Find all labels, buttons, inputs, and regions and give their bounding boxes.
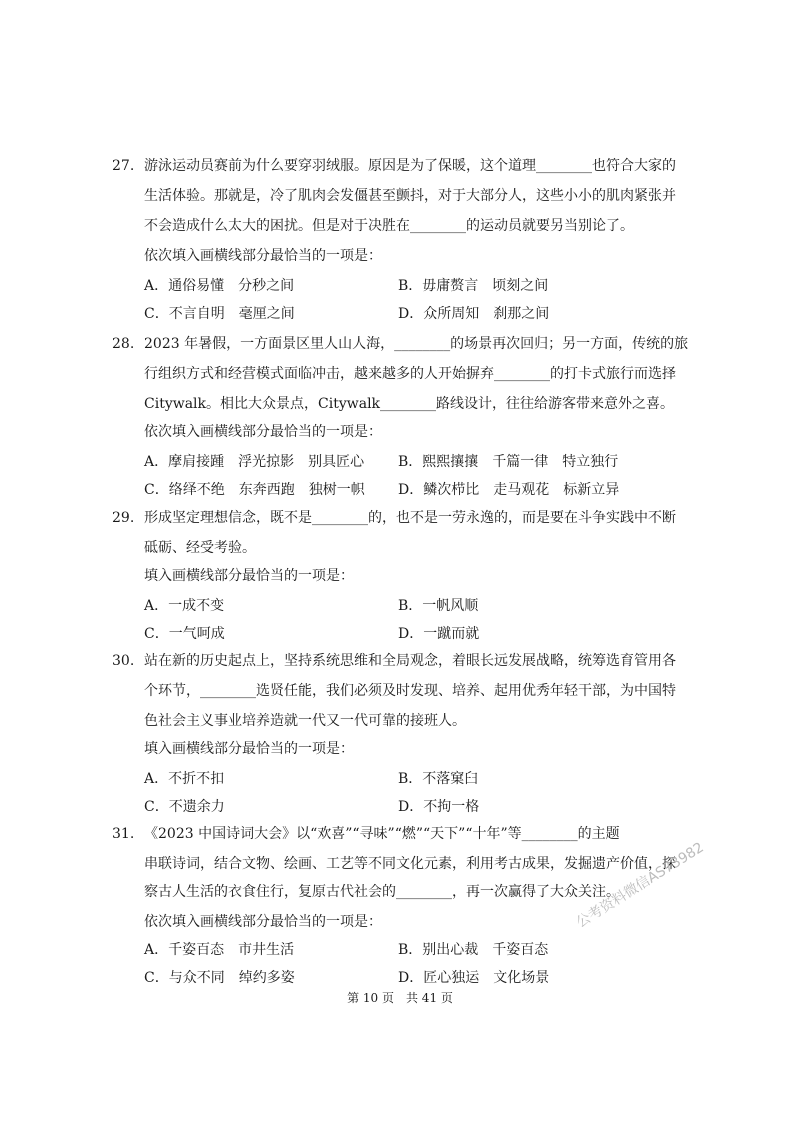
option-d: D．不拘一格: [398, 799, 480, 815]
option-a: A．通俗易懂 分秒之间: [144, 278, 295, 294]
question-prompt: 依次填入画横线部分最恰当的一项是：: [144, 248, 382, 264]
option-b: B．熙熙攘攘 千篇一律 特立独行: [398, 454, 619, 470]
option-a: A．不折不扣: [144, 771, 225, 787]
option-c: C．与众不同 绰约多姿: [144, 970, 295, 986]
option-d: D．一蹴而就: [398, 626, 480, 642]
question-text-line: 不会造成什么太大的困扰。但是对于决胜在________的运动员就要另当别论了。: [144, 218, 634, 234]
question-number: 29.: [112, 510, 135, 526]
watermark: 公考资料微信AS73982: [573, 839, 707, 932]
option-c: C．不言自明 毫厘之间: [144, 306, 295, 322]
option-a: A．摩肩接踵 浮光掠影 别具匠心: [144, 454, 365, 470]
question-prompt: 依次填入画横线部分最恰当的一项是：: [144, 914, 382, 930]
option-d: D．鳞次栉比 走马观花 标新立异: [398, 482, 620, 498]
question-text-line: Citywalk。相比大众景点，Citywalk________路线设计，往往给游客带来意外之喜。: [144, 396, 675, 412]
question-text-line: 生活体验。那就是，冷了肌肉会发僵甚至颤抖，对于大部分人，这些小小的肌肉紧张并: [144, 188, 676, 204]
option-c: C．不遗余力: [144, 799, 225, 815]
question-text-line: 色社会主义事业培养造就一代又一代可靠的接班人。: [144, 713, 466, 729]
question-number: 27.: [112, 158, 135, 174]
question-text-line: 个环节，________选贤任能，我们必须及时发现、培养、起用优秀年轻干部，为中国特: [144, 683, 676, 699]
question-text-line: 行组织方式和经营模式面临冲击，越来越多的人开始摒弃________的打卡式旅行而选择: [144, 366, 676, 382]
question-text-line: 《2023 中国诗词大会》以“欢喜”“寻味”“燃”“天下”“十年”等________的主题: [144, 826, 620, 842]
option-b: B．一帆风顺: [398, 598, 479, 614]
option-c: C．络绎不绝 东奔西跑 独树一帜: [144, 482, 365, 498]
question-text-line: 串联诗词，结合文物、绘画、工艺等不同文化元素，利用考古成果，发掘遗产价值，探: [144, 856, 676, 872]
page-footer: 第 10 页 共 41 页: [347, 991, 453, 1005]
question-prompt: 填入画横线部分最恰当的一项是：: [144, 568, 354, 584]
question-number: 31.: [112, 826, 135, 842]
option-b: B．不落窠臼: [398, 771, 479, 787]
question-prompt: 依次填入画横线部分最恰当的一项是：: [144, 424, 382, 440]
question-text-line: 砥砺、经受考验。: [144, 540, 256, 556]
question-text-line: 形成坚定理想信念，既不是________的，也不是一劳永逸的，而是要在斗争实践中不断: [144, 510, 676, 526]
option-a: A．千姿百态 市井生活: [144, 942, 295, 958]
question-text-line: 站在新的历史起点上，坚持系统思维和全局观念，着眼长远发展战略，统筹选育管用各: [144, 653, 676, 669]
question-number: 28.: [112, 336, 135, 352]
option-b: B．别出心裁 千姿百态: [398, 942, 549, 958]
option-c: C．一气呵成: [144, 626, 225, 642]
option-b: B．毋庸赘言 顷刻之间: [398, 278, 549, 294]
question-text-line: 察古人生活的衣食住行，复原古代社会的________，再一次赢得了大众关注。: [144, 884, 620, 900]
question-text-line: 2023 年暑假，一方面景区里人山人海，________的场景再次回归；另一方面，传统的旅: [144, 336, 689, 352]
option-d: D．匠心独运 文化场景: [398, 970, 550, 986]
question-prompt: 填入画横线部分最恰当的一项是：: [144, 741, 354, 757]
question-number: 30.: [112, 653, 135, 669]
option-d: D．众所周知 刹那之间: [398, 306, 550, 322]
question-text-line: 游泳运动员赛前为什么要穿羽绒服。原因是为了保暖，这个道理________也符合大家的: [144, 158, 676, 174]
option-a: A．一成不变: [144, 598, 225, 614]
